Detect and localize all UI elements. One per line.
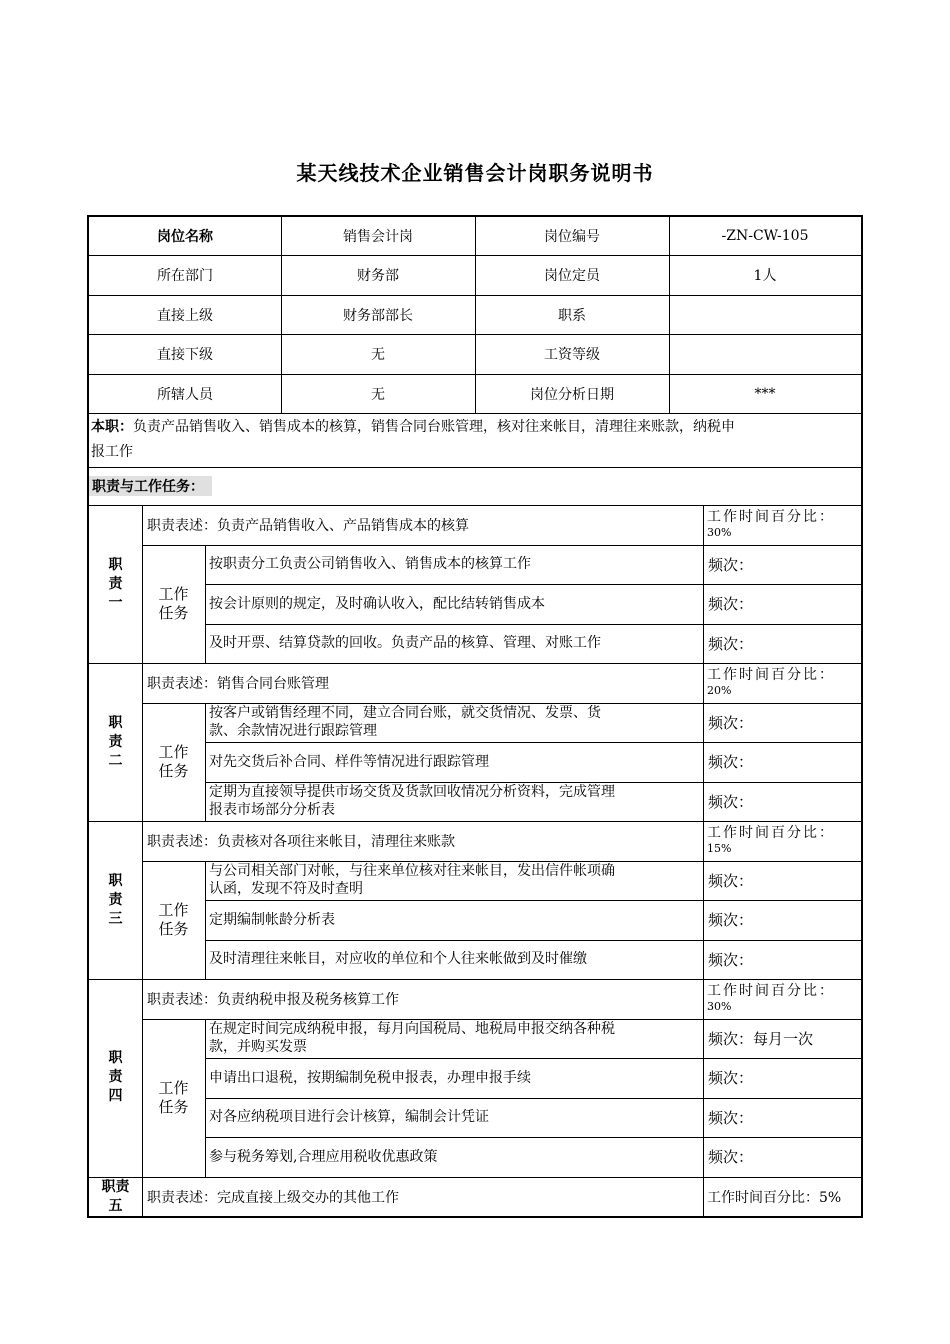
task-text-line: 款，并购买发票: [209, 1039, 307, 1056]
label-headcount: 岗位定员: [544, 268, 600, 284]
label-salary-grade: 工资等级: [544, 347, 600, 363]
value-position-name: 销售会计岗: [343, 229, 413, 245]
time-percentage-value: 30%: [707, 525, 732, 539]
section-header: [89, 467, 861, 505]
task-frequency: 频次：: [708, 792, 754, 811]
task-frequency: 频次：: [708, 753, 754, 772]
time-percentage-label: 工作时间百分比：: [707, 508, 835, 525]
task-text-line: 对先交货后补合同、样件等情况进行跟踪管理: [209, 753, 489, 770]
duty-name-char: 二: [108, 752, 123, 769]
grid-line: [205, 545, 206, 664]
duty-name-char: 职: [108, 1050, 123, 1067]
grid-line: [205, 1058, 861, 1059]
grid-line: [205, 900, 861, 901]
grid-line: [205, 1019, 206, 1177]
value-direct-subordinate: 无: [371, 347, 385, 363]
task-frequency: 频次：: [708, 871, 754, 890]
label-job-family: 职系: [558, 307, 586, 324]
time-percentage-label: 工作时间百分比：: [707, 982, 835, 999]
value-department: 财务部: [357, 268, 399, 284]
grid-line: [205, 1098, 861, 1099]
grid-line: [205, 742, 861, 743]
task-text-line: 在规定时间完成纳税申报，每月向国税局、地税局申报交纳各种税: [209, 1021, 615, 1038]
label-department: 所在部门: [157, 268, 213, 284]
grid-line: [703, 821, 704, 979]
time-percentage-value: 30%: [707, 999, 732, 1013]
grid-line: [142, 1177, 143, 1219]
main-duty-text-line2: 报工作: [91, 444, 133, 460]
value-job-family: [669, 295, 861, 334]
duty-name-line: 职责: [101, 1179, 130, 1196]
duty-description: 职责表述：负责产品销售收入、产品销售成本的核算: [147, 517, 469, 534]
duty-name-char: 责: [108, 733, 123, 750]
task-text: [205, 1058, 703, 1098]
time-percentage-value: 15%: [707, 841, 732, 855]
task-text: [205, 1019, 703, 1059]
task-label: [142, 1019, 205, 1177]
grid-line: [142, 979, 143, 1177]
task-label-line: 任务: [158, 1097, 189, 1116]
document-title: 某天线技术企业销售会计岗职务说明书: [296, 161, 654, 185]
value-analysis-date: ***: [754, 385, 776, 402]
task-text-line: 按职责分工负责公司销售收入、销售成本的核算工作: [209, 556, 531, 573]
task-frequency: 频次：: [708, 950, 754, 969]
label-direct-superior: 直接上级: [157, 307, 213, 324]
duty-name: [89, 1177, 142, 1219]
duty-name-char: 三: [108, 910, 123, 927]
grid-line: [142, 861, 861, 862]
time-percentage: 工作时间百分比：5%: [707, 1190, 842, 1207]
task-frequency: 频次：: [708, 555, 754, 574]
task-label-line: 任务: [158, 761, 189, 780]
duty-description: 职责表述：完成直接上级交办的其他工作: [147, 1190, 399, 1207]
value-headcount: 1人: [753, 268, 777, 284]
label-analysis-date: 岗位分析日期: [530, 386, 614, 403]
task-label: [142, 861, 205, 980]
task-frequency: 频次：: [708, 1148, 754, 1167]
main-duty: [89, 413, 861, 467]
time-percentage: [703, 821, 861, 861]
main-duty-text-line1: 负责产品销售收入、销售成本的核算，销售合同台账管理，核对往来帐目，清理往来账款，纳税申: [133, 419, 735, 435]
task-text: [205, 545, 703, 585]
task-text: [205, 940, 703, 980]
task-label-line: 工作: [158, 584, 189, 603]
value-position-code: -ZN-CW-105: [721, 228, 809, 244]
task-frequency: 频次：: [708, 911, 754, 930]
duty-name-char: 责: [108, 891, 123, 908]
grid-line: [205, 584, 861, 585]
time-percentage-value: 20%: [707, 683, 732, 697]
task-text-line: 与公司相关部门对帐，与往来单位核对往来帐目，发出信件帐项确: [209, 863, 615, 880]
grid-line: [142, 663, 143, 821]
grid-line: [205, 624, 861, 625]
task-text: [205, 624, 703, 664]
section-label: 职责与工作任务：: [89, 476, 212, 496]
value-salary-grade: [669, 334, 861, 374]
time-percentage-label: 工作时间百分比：: [707, 666, 835, 683]
task-text: [205, 1098, 703, 1138]
task-label: [142, 545, 205, 664]
label-position-name: 岗位名称: [157, 229, 213, 245]
grid-line: [205, 782, 861, 783]
grid-line: [703, 505, 704, 663]
task-frequency: 频次：: [708, 634, 754, 653]
grid-line: [205, 703, 206, 822]
task-text-line: 认函，发现不符及时查明: [209, 881, 363, 898]
grid-line: [703, 1177, 704, 1219]
time-percentage: [703, 663, 861, 703]
task-text-line: 款、余款情况进行跟踪管理: [209, 723, 377, 740]
task-text-line: 定期编制帐龄分析表: [209, 911, 335, 928]
grid-line: [142, 505, 143, 663]
task-label-line: 任务: [158, 603, 189, 622]
grid-line: [205, 861, 206, 980]
label-staff-managed: 所辖人员: [157, 386, 213, 403]
task-label-line: 工作: [158, 900, 189, 919]
duty-name-line: 五: [108, 1198, 123, 1215]
grid-line: [142, 821, 143, 979]
time-percentage-label: 工作时间百分比：: [707, 824, 835, 841]
task-text-line: 报表市场部分分析表: [209, 802, 335, 819]
grid-line: [703, 979, 704, 1177]
grid-line: [142, 703, 861, 704]
task-text: [205, 584, 703, 624]
time-percentage: [703, 979, 861, 1019]
main-duty-label: 本职：: [91, 419, 133, 435]
task-label-line: 工作: [158, 742, 189, 761]
duty-name: [89, 505, 142, 663]
duty-description: 职责表述：负责核对各项往来帐目，清理往来账款: [147, 833, 455, 850]
duty-name-char: 一: [108, 594, 123, 611]
duty-name-char: 责: [108, 1069, 123, 1086]
value-staff-managed: 无: [371, 386, 385, 403]
duty-name-char: 职: [108, 872, 123, 889]
duty-name: [89, 663, 142, 821]
task-label: [142, 703, 205, 822]
task-label-line: 任务: [158, 919, 189, 938]
task-frequency: 频次：: [708, 595, 754, 614]
task-frequency: 频次：: [708, 1069, 754, 1088]
task-text: [205, 900, 703, 940]
task-text-line: 参与税务筹划,合理应用税收优惠政策: [209, 1148, 438, 1165]
task-text-line: 定期为直接领导提供市场交货及货款回收情况分析资料，完成管理: [209, 784, 615, 801]
task-frequency: 频次：每月一次: [708, 1029, 814, 1048]
task-text-line: 按客户或销售经理不同，建立合同台账，就交货情况、发票、货: [209, 705, 601, 722]
duty-name-char: 职: [108, 714, 123, 731]
task-text: [205, 782, 703, 822]
duty-name-char: 职: [108, 556, 123, 573]
duty-name-char: 责: [108, 575, 123, 592]
duty-description: 职责表述：负责纳税申报及税务核算工作: [147, 991, 399, 1008]
task-text-line: 及时清理往来帐目，对应收的单位和个人往来帐做到及时催缴: [209, 951, 587, 968]
duty-description: 职责表述：销售合同台账管理: [147, 675, 329, 692]
duty-name: [89, 979, 142, 1177]
grid-line: [142, 1019, 861, 1020]
label-position-code: 岗位编号: [544, 229, 600, 245]
task-text: [205, 1137, 703, 1177]
task-text-line: 按会计原则的规定，及时确认收入，配比结转销售成本: [209, 595, 545, 612]
task-text-line: 对各应纳税项目进行会计核算，编制会计凭证: [209, 1109, 489, 1126]
task-frequency: 频次：: [708, 713, 754, 732]
duty-name-char: 四: [108, 1088, 123, 1105]
value-direct-superior: 财务部部长: [343, 307, 413, 324]
task-label-line: 工作: [158, 1078, 189, 1097]
job-description-table: [87, 215, 863, 1218]
grid-line: [205, 940, 861, 941]
grid-line: [703, 663, 704, 821]
duty-name: [89, 821, 142, 979]
task-text-line: 申请出口退税，按期编制免税申报表，办理申报手续: [209, 1069, 531, 1086]
task-text: [205, 861, 703, 901]
label-direct-subordinate: 直接下级: [157, 347, 213, 363]
task-text-line: 及时开票、结算贷款的回收。负责产品的核算、管理、对账工作: [209, 635, 601, 652]
time-percentage: [703, 505, 861, 545]
grid-line: [205, 1137, 861, 1138]
grid-line: [142, 545, 861, 546]
task-text: [205, 703, 703, 743]
task-text: [205, 742, 703, 782]
task-frequency: 频次：: [708, 1108, 754, 1127]
